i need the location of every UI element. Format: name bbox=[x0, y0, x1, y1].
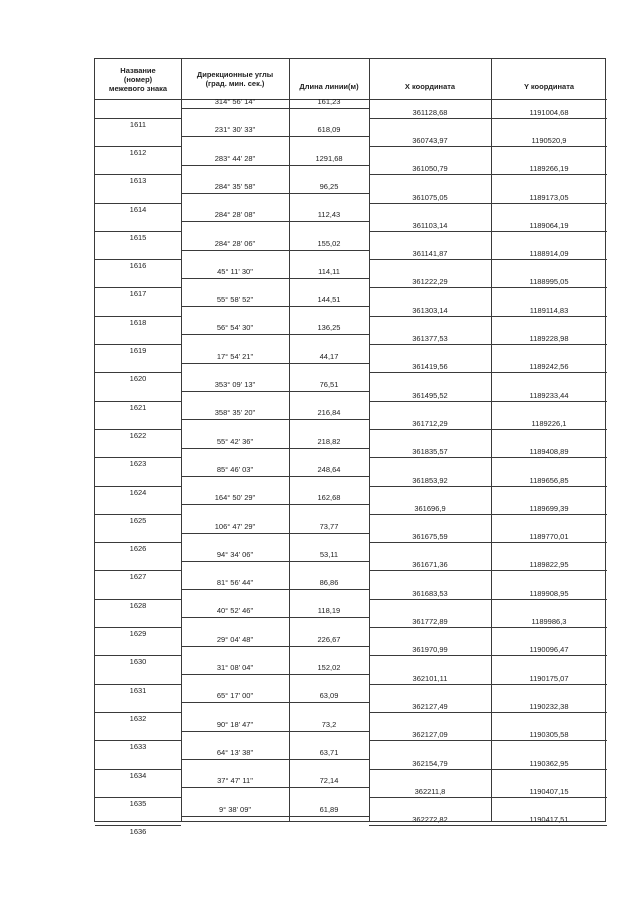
coord-x: 361419,56 bbox=[412, 362, 448, 372]
name-row-line bbox=[95, 542, 181, 543]
segment-length: 96,25 bbox=[319, 181, 339, 191]
segment-length: 155,02 bbox=[317, 238, 341, 248]
coord-y: 1188914,09 bbox=[529, 249, 569, 259]
coord-row-line bbox=[369, 203, 607, 204]
header-angle: Дирекционные углы (град. мин. сек.) bbox=[196, 70, 274, 88]
point-name: 1621 bbox=[129, 402, 147, 412]
name-row-line bbox=[95, 486, 181, 487]
segment-row-line bbox=[181, 363, 369, 364]
name-row-line bbox=[95, 118, 181, 119]
segment-length: 152,02 bbox=[317, 663, 341, 672]
segment-row-line bbox=[181, 136, 369, 137]
point-name: 1629 bbox=[129, 629, 147, 639]
segment-length: 73,77 bbox=[319, 521, 339, 531]
coord-row-line bbox=[369, 429, 607, 430]
coord-x: 361853,92 bbox=[412, 475, 448, 485]
segment-angle: 284° 35' 58" bbox=[214, 181, 256, 191]
name-row-line bbox=[95, 684, 181, 685]
coord-y: 1189228,98 bbox=[529, 334, 569, 344]
segment-row-line bbox=[181, 674, 369, 675]
coord-x: 362101,11 bbox=[412, 673, 448, 683]
point-name: 1635 bbox=[129, 798, 147, 808]
coord-row-line bbox=[369, 259, 607, 260]
segment-length: 136,25 bbox=[317, 323, 341, 333]
segment-row-line bbox=[181, 787, 369, 788]
coord-x: 361103,14 bbox=[412, 220, 448, 230]
segment-length: 218,82 bbox=[317, 436, 341, 446]
segment-angle: 17° 54' 21" bbox=[216, 351, 254, 361]
coord-row-line bbox=[369, 740, 607, 741]
segment-angle: 29° 04' 48" bbox=[216, 634, 254, 644]
segment-length: 73,2 bbox=[321, 719, 337, 729]
segment-angle: 31° 08' 04" bbox=[216, 663, 254, 672]
point-name: 1625 bbox=[129, 515, 147, 525]
segment-row-line bbox=[181, 221, 369, 222]
point-name: 1623 bbox=[129, 459, 147, 469]
segment-row-line bbox=[181, 476, 369, 477]
segment-row-line bbox=[181, 816, 369, 817]
coord-y: 1189266,19 bbox=[529, 164, 569, 174]
coord-x: 362211,8 bbox=[414, 786, 446, 796]
segment-row-line bbox=[181, 306, 369, 307]
segment-length: 53,11 bbox=[319, 549, 339, 559]
segment-length: 618,09 bbox=[317, 125, 341, 135]
point-name: 1620 bbox=[129, 374, 147, 384]
coord-row-line bbox=[369, 316, 607, 317]
coord-y: 1189173,05 bbox=[529, 192, 569, 202]
segment-length: 72,14 bbox=[319, 776, 339, 786]
coord-y: 1189822,95 bbox=[529, 560, 569, 570]
segment-row-line bbox=[181, 561, 369, 562]
coord-y: 1189699,39 bbox=[529, 503, 569, 513]
point-name: 1624 bbox=[129, 487, 147, 497]
segment-length: 216,84 bbox=[317, 408, 341, 418]
name-row-line bbox=[95, 457, 181, 458]
segment-row-line bbox=[181, 646, 369, 647]
segment-angle: 64° 13' 38" bbox=[216, 747, 254, 757]
coord-row-line bbox=[369, 146, 607, 147]
segment-row-line bbox=[181, 419, 369, 420]
segment-row-line bbox=[181, 165, 369, 166]
coord-y: 1189986,3 bbox=[531, 617, 567, 627]
coord-y: 1189114,83 bbox=[529, 305, 569, 315]
coord-row-line bbox=[369, 599, 607, 600]
coord-row-line bbox=[369, 118, 607, 119]
coord-y: 1190232,38 bbox=[529, 701, 569, 711]
coord-row-line bbox=[369, 401, 607, 402]
point-name: 1615 bbox=[129, 232, 147, 242]
name-row-line bbox=[95, 203, 181, 204]
name-row-line bbox=[95, 570, 181, 571]
coord-x: 361495,52 bbox=[412, 390, 448, 400]
coord-y: 1190362,95 bbox=[529, 758, 569, 768]
coord-x: 361671,36 bbox=[412, 560, 448, 570]
coord-row-line bbox=[369, 486, 607, 487]
segment-angle: 314° 56' 14" bbox=[214, 97, 256, 106]
coord-row-line bbox=[369, 542, 607, 543]
name-row-line bbox=[95, 740, 181, 741]
coord-x: 361712,29 bbox=[412, 418, 448, 428]
point-name: 1627 bbox=[129, 572, 147, 582]
coord-row-line bbox=[369, 514, 607, 515]
segment-angle: 94° 34' 06" bbox=[216, 549, 254, 559]
coord-y: 1190175,07 bbox=[529, 673, 569, 683]
name-row-line bbox=[95, 259, 181, 260]
name-row-line bbox=[95, 599, 181, 600]
coord-row-line bbox=[369, 684, 607, 685]
segment-row-line bbox=[181, 108, 369, 109]
point-name: 1632 bbox=[129, 713, 147, 723]
name-row-line bbox=[95, 344, 181, 345]
coord-x: 361141,87 bbox=[412, 249, 448, 259]
segment-angle: 55° 42' 36" bbox=[216, 436, 254, 446]
coord-row-line bbox=[369, 797, 607, 798]
segment-angle: 85° 46' 03" bbox=[216, 464, 254, 474]
coordinates-table bbox=[94, 58, 606, 837]
segment-row-line bbox=[181, 448, 369, 449]
coord-x: 362127,09 bbox=[412, 730, 448, 740]
segment-length: 112,43 bbox=[317, 210, 341, 220]
segment-row-line bbox=[181, 278, 369, 279]
coord-row-line bbox=[369, 655, 607, 656]
point-name: 1630 bbox=[129, 657, 147, 667]
point-name: 1613 bbox=[129, 176, 147, 186]
segment-angle: 164° 50' 29" bbox=[214, 493, 256, 503]
coord-y: 1189656,85 bbox=[529, 475, 569, 485]
coord-x: 361970,99 bbox=[412, 645, 448, 655]
segment-row-line bbox=[181, 617, 369, 618]
segment-row-line bbox=[181, 334, 369, 335]
segment-length: 1291,68 bbox=[315, 153, 343, 163]
coord-x: 361772,89 bbox=[412, 617, 448, 627]
coord-x: 360743,97 bbox=[412, 135, 448, 145]
coord-y: 1188995,05 bbox=[529, 277, 569, 287]
point-name: 1618 bbox=[129, 317, 147, 327]
coord-x: 361303,14 bbox=[412, 305, 448, 315]
segment-length: 144,51 bbox=[317, 295, 341, 305]
name-row-line bbox=[95, 627, 181, 628]
name-row-line bbox=[95, 655, 181, 656]
segment-length: 161,23 bbox=[317, 97, 341, 106]
segment-row-line bbox=[181, 193, 369, 194]
coord-row-line bbox=[369, 372, 607, 373]
name-row-line bbox=[95, 769, 181, 770]
name-row-line bbox=[95, 401, 181, 402]
coord-x: 362127,49 bbox=[412, 701, 448, 711]
coord-row-line bbox=[369, 344, 607, 345]
point-name: 1636 bbox=[129, 827, 147, 837]
name-row-line bbox=[95, 372, 181, 373]
header-name: Название (номер) межевого знака bbox=[108, 65, 168, 93]
header-x: X координата bbox=[404, 81, 456, 91]
coord-x: 362154,79 bbox=[412, 758, 448, 768]
coord-x: 361377,53 bbox=[412, 334, 448, 344]
point-name: 1631 bbox=[129, 685, 147, 695]
name-row-line bbox=[95, 514, 181, 515]
segment-angle: 56° 54' 30" bbox=[216, 323, 254, 333]
coord-row-line bbox=[369, 627, 607, 628]
segment-length: 76,51 bbox=[319, 380, 339, 389]
name-row-line bbox=[95, 146, 181, 147]
segment-angle: 81° 56' 44" bbox=[216, 578, 254, 588]
coord-y: 1191004,68 bbox=[529, 107, 569, 117]
coord-x: 361222,29 bbox=[412, 277, 448, 287]
coord-x: 361675,59 bbox=[412, 532, 448, 542]
segment-angle: 284° 28' 08" bbox=[214, 210, 256, 220]
coord-row-line bbox=[369, 287, 607, 288]
name-row-line bbox=[95, 797, 181, 798]
coord-y: 1189233,44 bbox=[529, 390, 569, 400]
point-name: 1616 bbox=[129, 261, 147, 271]
coord-row-line bbox=[369, 457, 607, 458]
segment-angle: 37° 47' 11" bbox=[217, 776, 253, 786]
coord-y: 1189064,19 bbox=[529, 220, 569, 230]
coord-y: 1189408,89 bbox=[529, 447, 569, 457]
coord-y: 1190096,47 bbox=[529, 645, 569, 655]
segment-angle: 45° 11' 30" bbox=[217, 266, 253, 276]
point-name: 1617 bbox=[129, 289, 147, 299]
segment-length: 61,89 bbox=[319, 804, 339, 814]
point-name: 1614 bbox=[129, 204, 147, 214]
coord-row-line bbox=[369, 825, 607, 826]
coord-row-line bbox=[369, 231, 607, 232]
name-row-line bbox=[95, 174, 181, 175]
coord-x: 361835,57 bbox=[412, 447, 448, 457]
segment-angle: 283° 44' 28" bbox=[214, 153, 256, 163]
segment-angle: 353° 09' 13" bbox=[214, 380, 256, 389]
name-row-line bbox=[95, 429, 181, 430]
name-row-line bbox=[95, 712, 181, 713]
segment-angle: 106° 47' 29" bbox=[214, 521, 256, 531]
segment-length: 118,19 bbox=[317, 606, 341, 616]
coord-x: 361075,05 bbox=[412, 192, 448, 202]
segment-angle: 231° 30' 33" bbox=[214, 125, 256, 135]
header-length: Длина линии(м) bbox=[299, 81, 359, 91]
segment-row-line bbox=[181, 702, 369, 703]
header-y: Y координата bbox=[523, 81, 575, 91]
name-row-line bbox=[95, 231, 181, 232]
coord-x: 361683,53 bbox=[412, 588, 448, 598]
coord-y: 1189226,1 bbox=[531, 418, 567, 428]
coord-x: 362272,82 bbox=[412, 815, 448, 825]
point-name: 1628 bbox=[129, 600, 147, 610]
point-name: 1626 bbox=[129, 544, 147, 554]
segment-angle: 65° 17' 00" bbox=[216, 691, 254, 701]
coord-y: 1189770,01 bbox=[529, 532, 569, 542]
segment-row-line bbox=[181, 533, 369, 534]
segment-angle: 40° 52' 46" bbox=[216, 606, 254, 616]
segment-length: 162,68 bbox=[317, 493, 341, 503]
coord-row-line bbox=[369, 570, 607, 571]
point-name: 1634 bbox=[129, 770, 147, 780]
segment-length: 86,86 bbox=[319, 578, 339, 588]
segment-angle: 55° 58' 52" bbox=[216, 295, 254, 305]
segment-row-line bbox=[181, 731, 369, 732]
segment-row-line bbox=[181, 759, 369, 760]
point-name: 1612 bbox=[129, 147, 147, 157]
segment-length: 63,09 bbox=[319, 691, 339, 701]
coord-y: 1190520,9 bbox=[531, 135, 567, 145]
point-name: 1611 bbox=[129, 119, 147, 129]
segment-length: 63,71 bbox=[319, 747, 339, 757]
segment-angle: 284° 28' 06" bbox=[214, 238, 256, 248]
point-name: 1633 bbox=[129, 742, 147, 752]
segment-length: 44,17 bbox=[319, 351, 339, 361]
segment-row-line bbox=[181, 504, 369, 505]
segment-angle: 9° 38' 09" bbox=[218, 804, 252, 814]
point-name: 1622 bbox=[129, 430, 147, 440]
segment-angle: 358° 35' 20" bbox=[214, 408, 256, 418]
coord-row-line bbox=[369, 769, 607, 770]
coord-y: 1190417,51 bbox=[529, 815, 569, 825]
coord-y: 1190305,58 bbox=[529, 730, 569, 740]
coord-y: 1190407,15 bbox=[529, 786, 569, 796]
coord-x: 361128,68 bbox=[412, 107, 448, 117]
coord-row-line bbox=[369, 174, 607, 175]
name-row-line bbox=[95, 316, 181, 317]
segment-row-line bbox=[181, 391, 369, 392]
segment-length: 114,11 bbox=[318, 266, 340, 276]
coord-y: 1189908,95 bbox=[529, 588, 569, 598]
segment-length: 226,67 bbox=[317, 634, 341, 644]
name-row-line bbox=[95, 287, 181, 288]
coord-y: 1189242,56 bbox=[529, 362, 569, 372]
coord-x: 361696,9 bbox=[414, 503, 446, 513]
segment-angle: 90° 18' 47" bbox=[216, 719, 254, 729]
segment-row-line bbox=[181, 589, 369, 590]
name-row-line bbox=[95, 825, 181, 826]
segment-row-line bbox=[181, 250, 369, 251]
coord-row-line bbox=[369, 712, 607, 713]
point-name: 1619 bbox=[129, 346, 147, 356]
segment-length: 248,64 bbox=[317, 464, 341, 474]
coord-x: 361050,79 bbox=[412, 164, 448, 174]
